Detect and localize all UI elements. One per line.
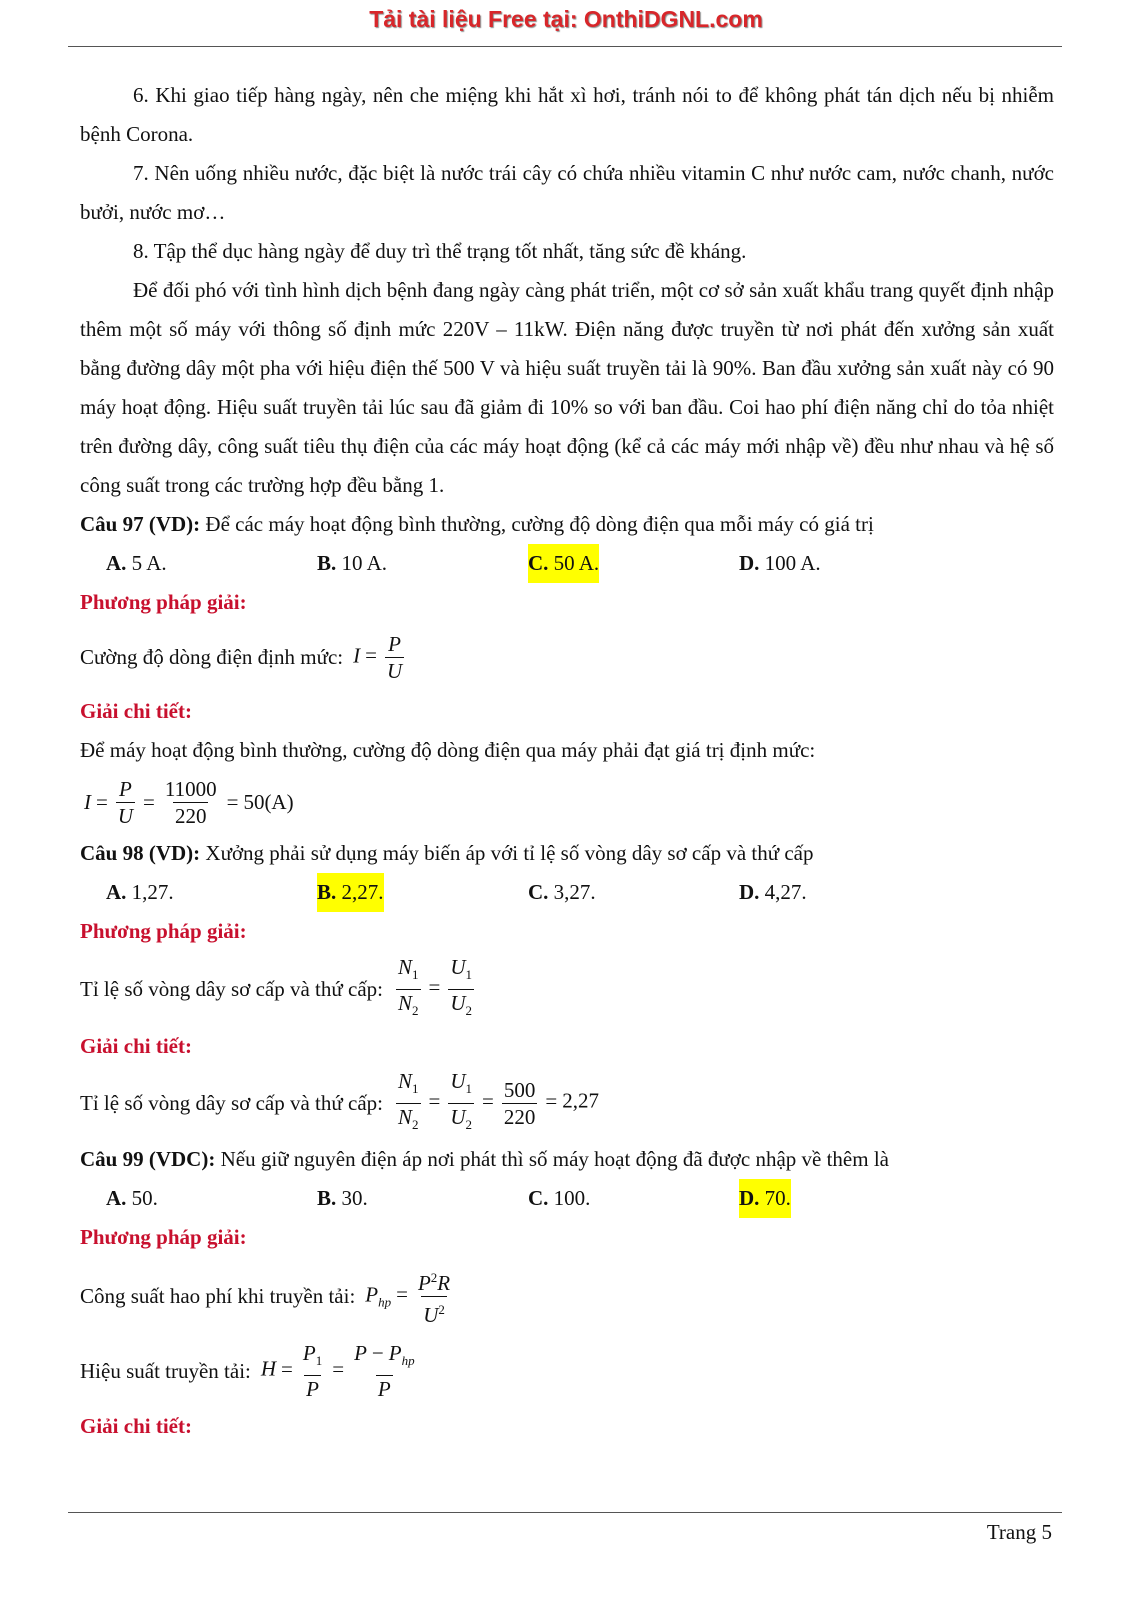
question-98 bbox=[80, 834, 1054, 873]
header-divider bbox=[68, 46, 1062, 47]
detail-98-text: Tỉ lệ số vòng dây sơ cấp và thứ cấp: bbox=[80, 1090, 383, 1115]
choice-97-b[interactable]: B. 10 A. bbox=[317, 551, 388, 575]
problem-context: Để đối phó với tình hình dịch bệnh đang ngày càng phát triển, một cơ sở sản xuất khẩu trang quyết định nhập thêm một số máy với thông số định mức 220V – 11kW. Điện năng được truyền từ nơi phát đến xưởng sản xuất bằng đường dây một pha với hiệu điện thế 500 V và hiệu suất truyền tải là 90%. Ban đầu xưởng sản xuất này có 90 máy hoạt động. Hiệu suất truyền tải lúc sau đã giảm đi 10% so với ban đầu. Coi hao phí điện năng chỉ do tỏa nhiệt trên đường dây, công suất tiêu thụ điện của các máy hoạt động (kể cả các máy mới nhập về) đều như nhau và hệ số công suất trong các trường hợp đều bằng 1. bbox=[80, 278, 1054, 497]
method-99-text-2: Hiệu suất truyền tải: bbox=[80, 1358, 251, 1383]
method-97-text: Cường độ dòng điện định mức: bbox=[80, 644, 344, 669]
method-97-line bbox=[80, 622, 1054, 692]
detail-heading-99: Giải chi tiết: bbox=[80, 1414, 192, 1438]
question-97-label: Câu 97 (VD): bbox=[80, 512, 201, 536]
choice-99-a[interactable]: A. 50. bbox=[106, 1186, 158, 1210]
question-97 bbox=[80, 505, 1054, 544]
method-99-line-1 bbox=[80, 1257, 1054, 1335]
formula-turns-ratio: $\frac{N_1}{N_2}$ = $\frac{U_1}{U_2}$ bbox=[393, 954, 477, 1023]
footer-divider bbox=[68, 1512, 1062, 1513]
question-99 bbox=[80, 1140, 1054, 1179]
method-heading-97: Phương pháp giải: bbox=[80, 590, 247, 614]
choice-98-b-correct[interactable]: B. 2,27. bbox=[317, 873, 384, 912]
method-heading-99: Phương pháp giải: bbox=[80, 1225, 247, 1249]
choice-98-c[interactable]: C. 3,27. bbox=[528, 880, 596, 904]
formula-current: I = $\frac{P}{U}$ bbox=[353, 631, 403, 683]
choice-97-c-correct[interactable]: C. 50 A. bbox=[528, 544, 599, 583]
method-99-line-2 bbox=[80, 1335, 1054, 1407]
method-heading-98: Phương pháp giải: bbox=[80, 919, 247, 943]
question-98-text: Xưởng phải sử dụng máy biến áp với tỉ lệ số vòng dây sơ cấp và thứ cấp bbox=[205, 841, 814, 865]
intro-item-6: 6. Khi giao tiếp hàng ngày, nên che miệng khi hắt xì hơi, tránh nói to để không phát tán dịch nếu bị nhiễm bệnh Corona. bbox=[80, 83, 1054, 146]
question-98-label: Câu 98 (VD): bbox=[80, 841, 201, 865]
question-99-text: Nếu giữ nguyên điện áp nơi phát thì số máy hoạt động đã được nhập về thêm là bbox=[220, 1147, 889, 1171]
choice-98-d[interactable]: D. 4,27. bbox=[739, 880, 807, 904]
choice-99-d-correct[interactable]: D. 70. bbox=[739, 1179, 791, 1218]
detail-98-line bbox=[80, 1066, 1054, 1140]
question-99-choices bbox=[80, 1179, 1054, 1218]
choice-98-a[interactable]: A. 1,27. bbox=[106, 880, 174, 904]
choice-97-d[interactable]: D. 100 A. bbox=[739, 551, 821, 575]
intro-item-7: 7. Nên uống nhiều nước, đặc biệt là nước trái cây có chứa nhiều vitamin C như nước cam, nước chanh, nước bưởi, nước mơ… bbox=[80, 161, 1054, 224]
choice-99-c[interactable]: C. 100. bbox=[528, 1186, 591, 1210]
page-content bbox=[80, 76, 1054, 1446]
intro-item-8: 8. Tập thể dục hàng ngày để duy trì thể trạng tốt nhất, tăng sức đề kháng. bbox=[133, 239, 747, 263]
question-97-text: Để các máy hoạt động bình thường, cường độ dòng điện qua mỗi máy có giá trị bbox=[205, 512, 874, 536]
formula-power-loss: $P_{hp}$ = $\frac{P^2R}{U^2}$ bbox=[365, 1269, 451, 1327]
method-98-text: Tỉ lệ số vòng dây sơ cấp và thứ cấp: bbox=[80, 976, 383, 1001]
question-99-label: Câu 99 (VDC): bbox=[80, 1147, 216, 1171]
method-99-text-1: Công suất hao phí khi truyền tải: bbox=[80, 1283, 356, 1308]
detail-heading-97: Giải chi tiết: bbox=[80, 699, 192, 723]
question-97-choices bbox=[80, 544, 1054, 583]
detail-heading-98: Giải chi tiết: bbox=[80, 1034, 192, 1058]
formula-98-solution: $\frac{N_1}{N_2}$ = $\frac{U_1}{U_2}$ = $\frac{500}{220}$ = 2,27 bbox=[393, 1068, 599, 1137]
choice-99-b[interactable]: B. 30. bbox=[317, 1186, 368, 1210]
method-98-line bbox=[80, 951, 1054, 1027]
formula-efficiency: H = $\frac{P_1}{P}$ = $\frac{P - P_{hp}}{P}$ bbox=[260, 1341, 415, 1401]
formula-97-solution: I = $\frac{P}{U}$ = $\frac{11000}{220}$ = 50(A) bbox=[84, 776, 294, 828]
site-banner: Tải tài liệu Free tại: OnthiDGNL.com bbox=[369, 6, 763, 32]
page-number: Trang 5 bbox=[986, 1520, 1052, 1544]
detail-97-text: Để máy hoạt động bình thường, cường độ dòng điện qua máy phải đạt giá trị định mức: bbox=[80, 738, 816, 762]
question-98-choices bbox=[80, 873, 1054, 912]
choice-97-a[interactable]: A. 5 A. bbox=[106, 551, 167, 575]
